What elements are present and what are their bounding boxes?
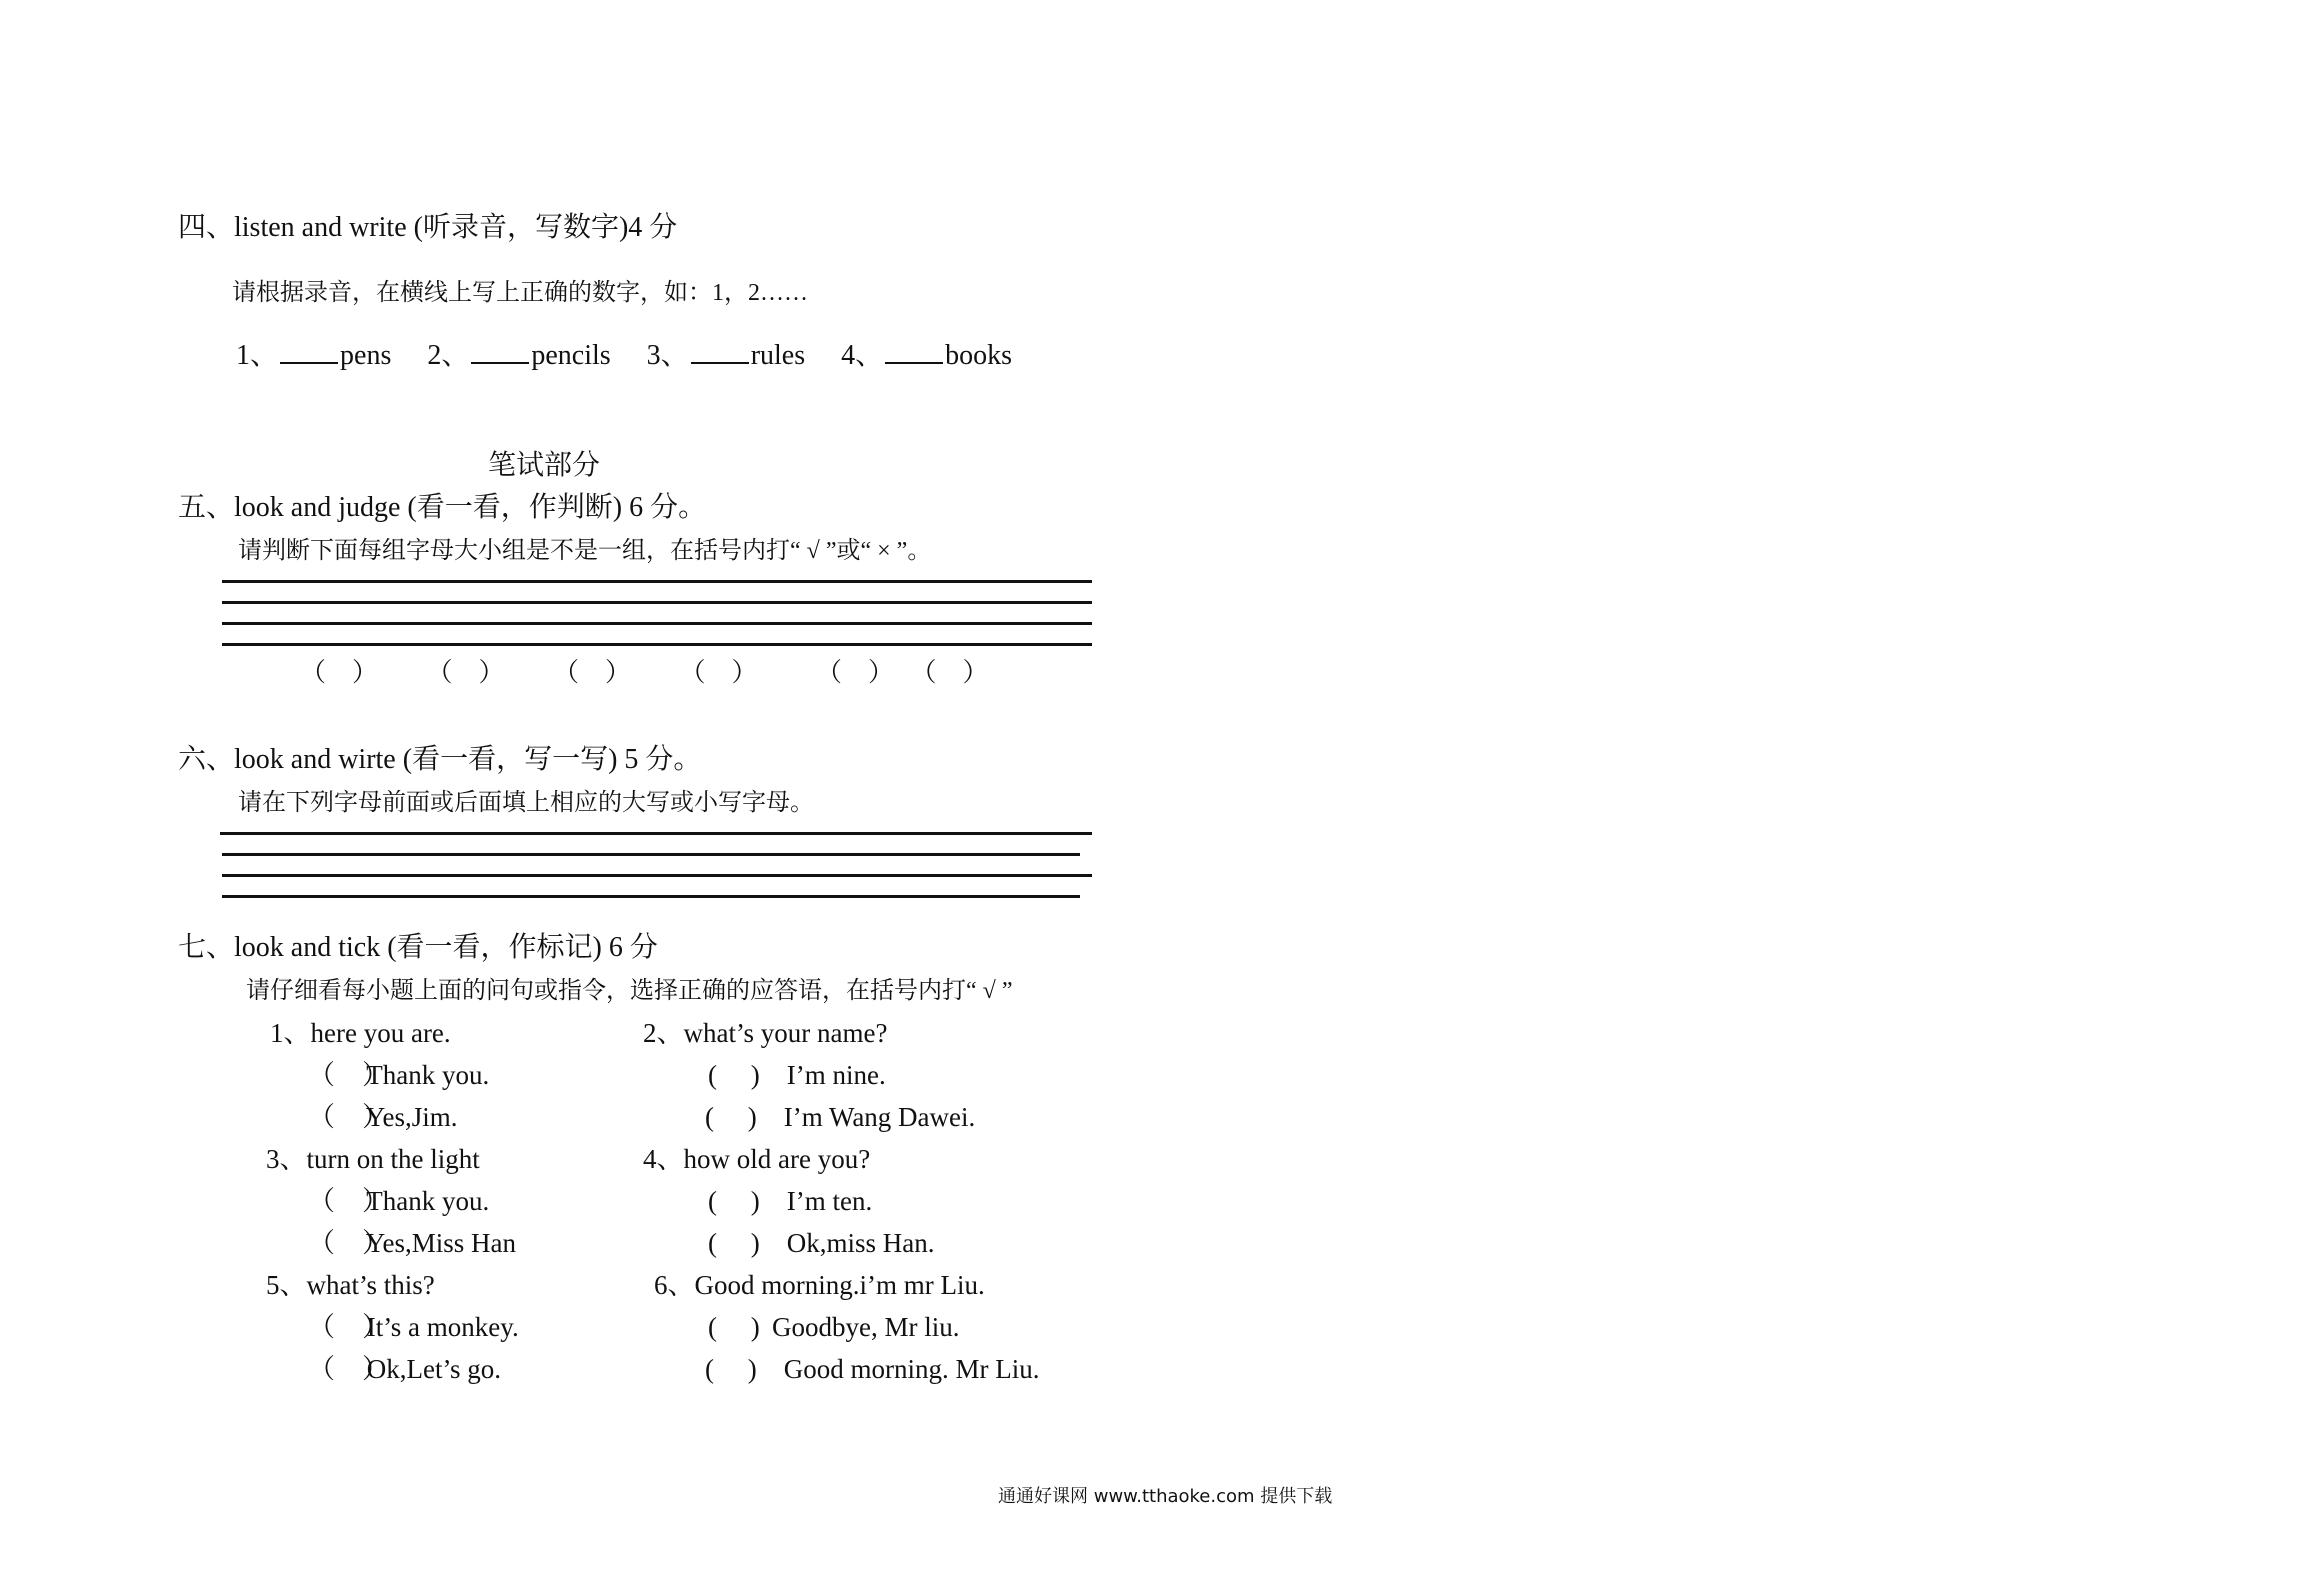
answer-option <box>308 1095 458 1134</box>
question-3: 3、turn on the light <box>266 1144 480 1174</box>
option-text: Thank you. <box>366 1186 490 1216</box>
answer-paren[interactable]: ( ) <box>705 1354 757 1384</box>
answer-option <box>308 1347 501 1386</box>
answer-paren[interactable]: （ ） <box>426 658 505 687</box>
option-text: Goodbye, Mr liu. <box>772 1312 960 1342</box>
answer-option <box>705 1095 975 1134</box>
section5-paren-row <box>300 652 991 689</box>
answer-paren[interactable]: ( ) <box>708 1312 760 1342</box>
option-text: Ok,miss Han. <box>786 1228 935 1258</box>
answer-blank[interactable] <box>885 336 943 364</box>
written-part-title: 笔试部分 <box>488 450 601 481</box>
option-text: Yes,Miss Han <box>365 1228 517 1258</box>
answer-option <box>708 1053 886 1092</box>
section4-instruction: 请根据录音，在横线上写上正确的数字，如：1，2…… <box>232 280 808 306</box>
answer-option <box>308 1221 516 1260</box>
item-word: rules <box>750 340 806 371</box>
answer-paren[interactable]: （ ） <box>308 1312 389 1342</box>
answer-paren[interactable]: （ ） <box>553 658 632 687</box>
answer-blank[interactable] <box>280 336 338 364</box>
question-2: 2、what’s your name? <box>643 1018 888 1048</box>
question-6: 6、Good morning.i’m mr Liu. <box>654 1270 985 1300</box>
writing-line <box>222 643 1092 646</box>
item-number: 2、 <box>427 340 470 371</box>
answer-paren[interactable]: ( ) <box>708 1228 760 1258</box>
answer-paren[interactable]: （ ） <box>910 658 989 687</box>
item-number: 1、 <box>236 340 279 371</box>
footer-credit: 通通好课网 www.tthaoke.com 提供下载 <box>998 1486 1333 1507</box>
answer-paren[interactable]: （ ） <box>816 658 895 687</box>
answer-paren[interactable]: （ ） <box>308 1228 389 1258</box>
section7-heading: 七、look and tick (看一看，作标记) 6 分 <box>178 932 658 963</box>
answer-blank[interactable] <box>691 336 749 364</box>
answer-paren[interactable]: ( ) <box>705 1102 757 1132</box>
answer-paren[interactable]: ( ) <box>708 1060 760 1090</box>
option-text: It’s a monkey. <box>366 1312 519 1342</box>
answer-option <box>705 1347 1040 1386</box>
answer-option <box>708 1221 935 1260</box>
option-text: I’m ten. <box>786 1186 873 1216</box>
writing-line <box>222 601 1092 604</box>
option-text: Yes,Jim. <box>365 1102 458 1132</box>
writing-line <box>220 832 1092 835</box>
answer-paren[interactable]: （ ） <box>308 1354 389 1384</box>
section4-items <box>236 333 1012 373</box>
answer-blank[interactable] <box>471 336 529 364</box>
answer-option <box>308 1305 519 1344</box>
item-number: 3、 <box>646 340 689 371</box>
answer-paren[interactable]: （ ） <box>308 1102 389 1132</box>
item-word: pens <box>340 340 392 371</box>
answer-paren[interactable]: ( ) <box>708 1186 760 1216</box>
section4-heading: 四、listen and write (听录音，写数字)4 分 <box>178 212 678 243</box>
question-4: 4、how old are you? <box>643 1144 871 1174</box>
section5-heading: 五、look and judge (看一看，作判断) 6 分。 <box>178 492 707 523</box>
answer-option <box>708 1179 872 1218</box>
answer-option <box>308 1179 489 1218</box>
item-word: books <box>945 340 1013 371</box>
writing-line <box>222 853 1080 856</box>
answer-paren[interactable]: （ ） <box>300 658 379 687</box>
answer-paren[interactable]: （ ） <box>308 1186 389 1216</box>
answer-paren[interactable]: （ ） <box>679 658 758 687</box>
option-text: Good morning. Mr Liu. <box>783 1354 1040 1384</box>
writing-line <box>222 580 1092 583</box>
answer-option <box>308 1053 489 1092</box>
section7-instruction: 请仔细看每小题上面的问句或指令，选择正确的应答语，在括号内打“ √ ” <box>246 978 1013 1004</box>
section5-instruction: 请判断下面每组字母大小组是不是一组，在括号内打“ √ ”或“ × ”。 <box>238 538 932 564</box>
option-text: I’m Wang Dawei. <box>783 1102 976 1132</box>
question-5: 5、what’s this? <box>266 1270 435 1300</box>
item-number: 4、 <box>841 340 884 371</box>
writing-line <box>222 622 1092 625</box>
answer-paren[interactable]: （ ） <box>308 1060 389 1090</box>
writing-line <box>222 874 1092 877</box>
answer-option <box>708 1305 959 1344</box>
section6-instruction: 请在下列字母前面或后面填上相应的大写或小写字母。 <box>238 790 814 816</box>
writing-line <box>222 895 1080 898</box>
question-1: 1、here you are. <box>270 1018 451 1048</box>
option-text: I’m nine. <box>786 1060 886 1090</box>
section6-heading: 六、look and wirte (看一看，写一写) 5 分。 <box>178 744 702 775</box>
option-text: Ok,Let’s go. <box>366 1354 501 1384</box>
option-text: Thank you. <box>366 1060 490 1090</box>
item-word: pencils <box>531 340 611 371</box>
